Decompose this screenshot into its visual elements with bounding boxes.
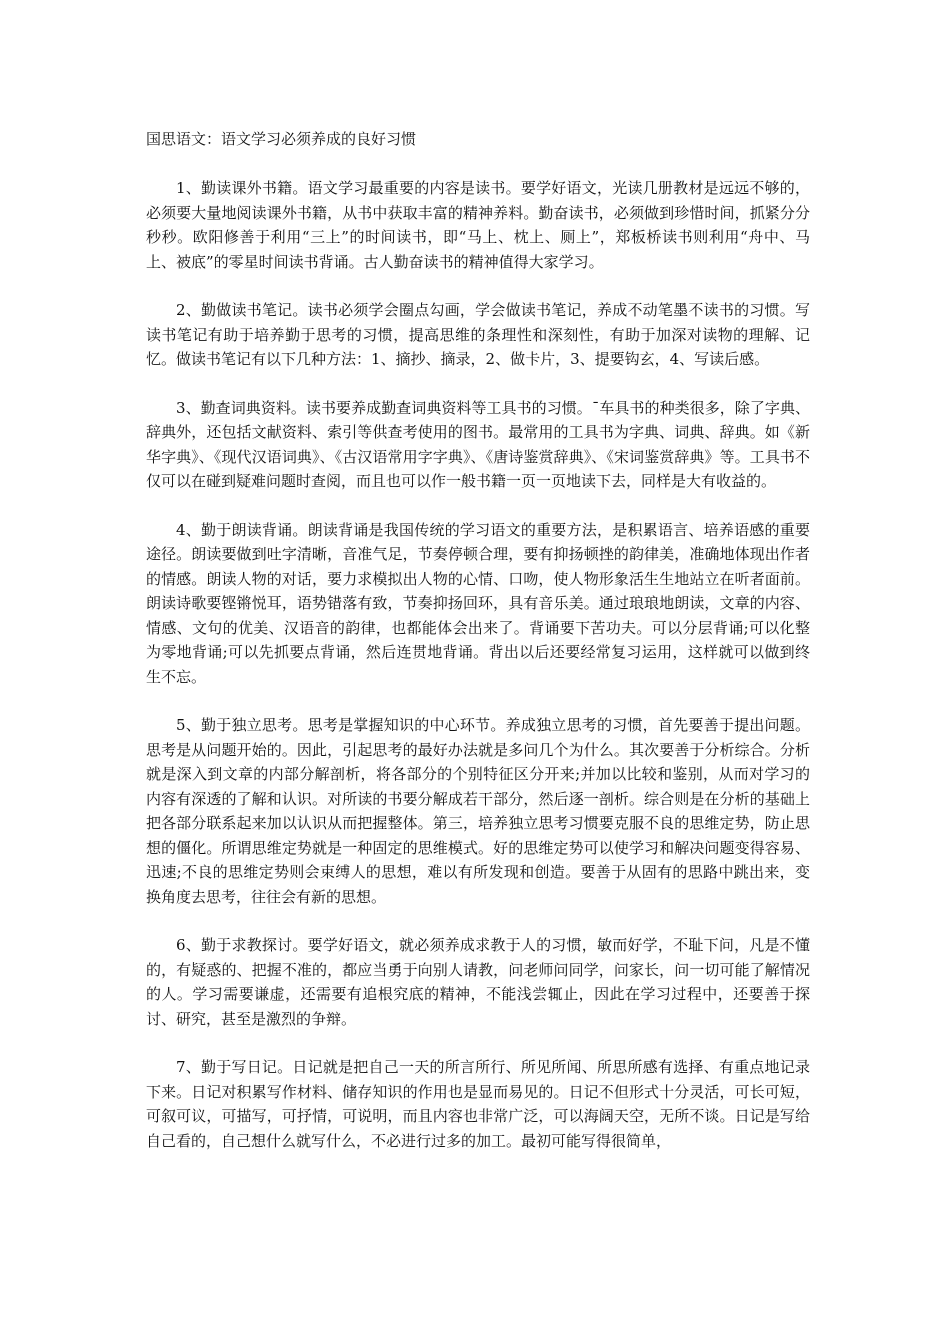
paragraph-4: 4、勤于朗读背诵。朗读背诵是我国传统的学习语文的重要方法，是积累语言、培养语感的重要途径。朗读要做到吐字清晰，音准气足，节奏停顿合理，要有抑扬顿挫的韵律美，准确地体现出作者的情感。朗读人物的对话，要力求模拟出人物的心情、口吻，使人物形象活生生地站立在听者面前。朗读诗歌要铿锵悦耳，语势错落有致，节奏抑扬回环，具有音乐美。通过琅琅地朗读，文章的内容、情感、文句的优美、汉语音的韵律，也都能体会出来了。背诵要下苦功夫。可以分层背诵;可以化整为零地背诵;可以先抓要点背诵，然后连贯地背诵。背出以后还要经常复习运用，这样就可以做到终生不忘。 — [146, 520, 810, 686]
paragraph-3: 3、勤查词典资料。读书要养成勤查词典资料等工具书的习惯。¯车具书的种类很多，除了字典、辞典外，还包括文献资料、索引等供查考使用的图书。最常用的工具书为字典、词典、辞典。如《新华字典》、《现代汉语词典》、《古汉语常用字字典》、《唐诗鉴赏辞典》、《宋词鉴赏辞典》等。工具书不仅可以在碰到疑难问题时查阅，而且也可以作一般书籍一页一页地读下去，同样是大有收益的。 — [146, 398, 810, 490]
document-title: 国思语文：语文学习必须养成的良好习惯 — [146, 130, 417, 148]
paragraph-6: 6、勤于求教探讨。要学好语文，就必须养成求教于人的习惯，敏而好学，不耻下问，凡是不懂的，有疑惑的、把握不准的，都应当勇于向别人请教，问老师问同学，问家长，问一切可能了解情况的人。学习需要谦虚，还需要有追根究底的精神，不能浅尝辄止，因此在学习过程中，还要善于探讨、研究，甚至是激烈的争辩。 — [146, 936, 810, 1028]
paragraph-7: 7、勤于写日记。日记就是把自己一天的所言所行、所见所闻、所思所感有选择、有重点地记录下来。日记对积累写作材料、储存知识的作用也是显而易见的。日记不但形式十分灵活，可长可短，可叙可议，可描写，可抒情，可说明，而且内容也非常广泛，可以海阔天空，无所不谈。日记是写给自己看的，自己想什么就写什么，不必进行过多的加工。最初可能写得很简单， — [146, 1058, 810, 1150]
paragraph-2: 2、勤做读书笔记。读书必须学会圈点勾画，学会做读书笔记，养成不动笔墨不读书的习惯。写读书笔记有助于培养勤于思考的习惯，提高思维的条理性和深刻性，有助于加深对读物的理解、记忆。做读书笔记有以下几种方法：1、摘抄、摘录，2、做卡片，3、提要钩玄，4、写读后感。 — [146, 301, 810, 368]
paragraph-1: 1、勤读课外书籍。语文学习最重要的内容是读书。要学好语文，光读几册教材是远远不够的，必须要大量地阅读课外书籍，从书中获取丰富的精神养料。勤奋读书，必须做到珍惜时间，抓紧分分秒秒。欧阳修善于利用“三上”的时间读书，即“马上、枕上、厕上”，郑板桥读书则利用“舟中、马上、被底”的零星时间读书背诵。古人勤奋读书的精神值得大家学习。 — [146, 179, 810, 271]
paragraph-5: 5、勤于独立思考。思考是掌握知识的中心环节。养成独立思考的习惯，首先要善于提出问题。思考是从问题开始的。因此，引起思考的最好办法就是多问几个为什么。其次要善于分析综合。分析就是深入到文章的内部分解剖析，将各部分的个别特征区分开来;并加以比较和鉴别，从而对学习的内容有深透的了解和认识。对所读的书要分解成若干部分，然后逐一剖析。综合则是在分析的基础上把各部分联系起来加以认识从而把握整体。第三，培养独立思考习惯要克服不良的思维定势，防止思想的僵化。所谓思维定势就是一种固定的思维模式。好的思维定势可以使学习和解决问题变得容易、迅速;不良的思维定势则会束缚人的思想，难以有所发现和创造。要善于从固有的思路中跳出来，变换角度去思考，往往会有新的思想。 — [146, 716, 810, 906]
document-body — [146, 127, 810, 1177]
